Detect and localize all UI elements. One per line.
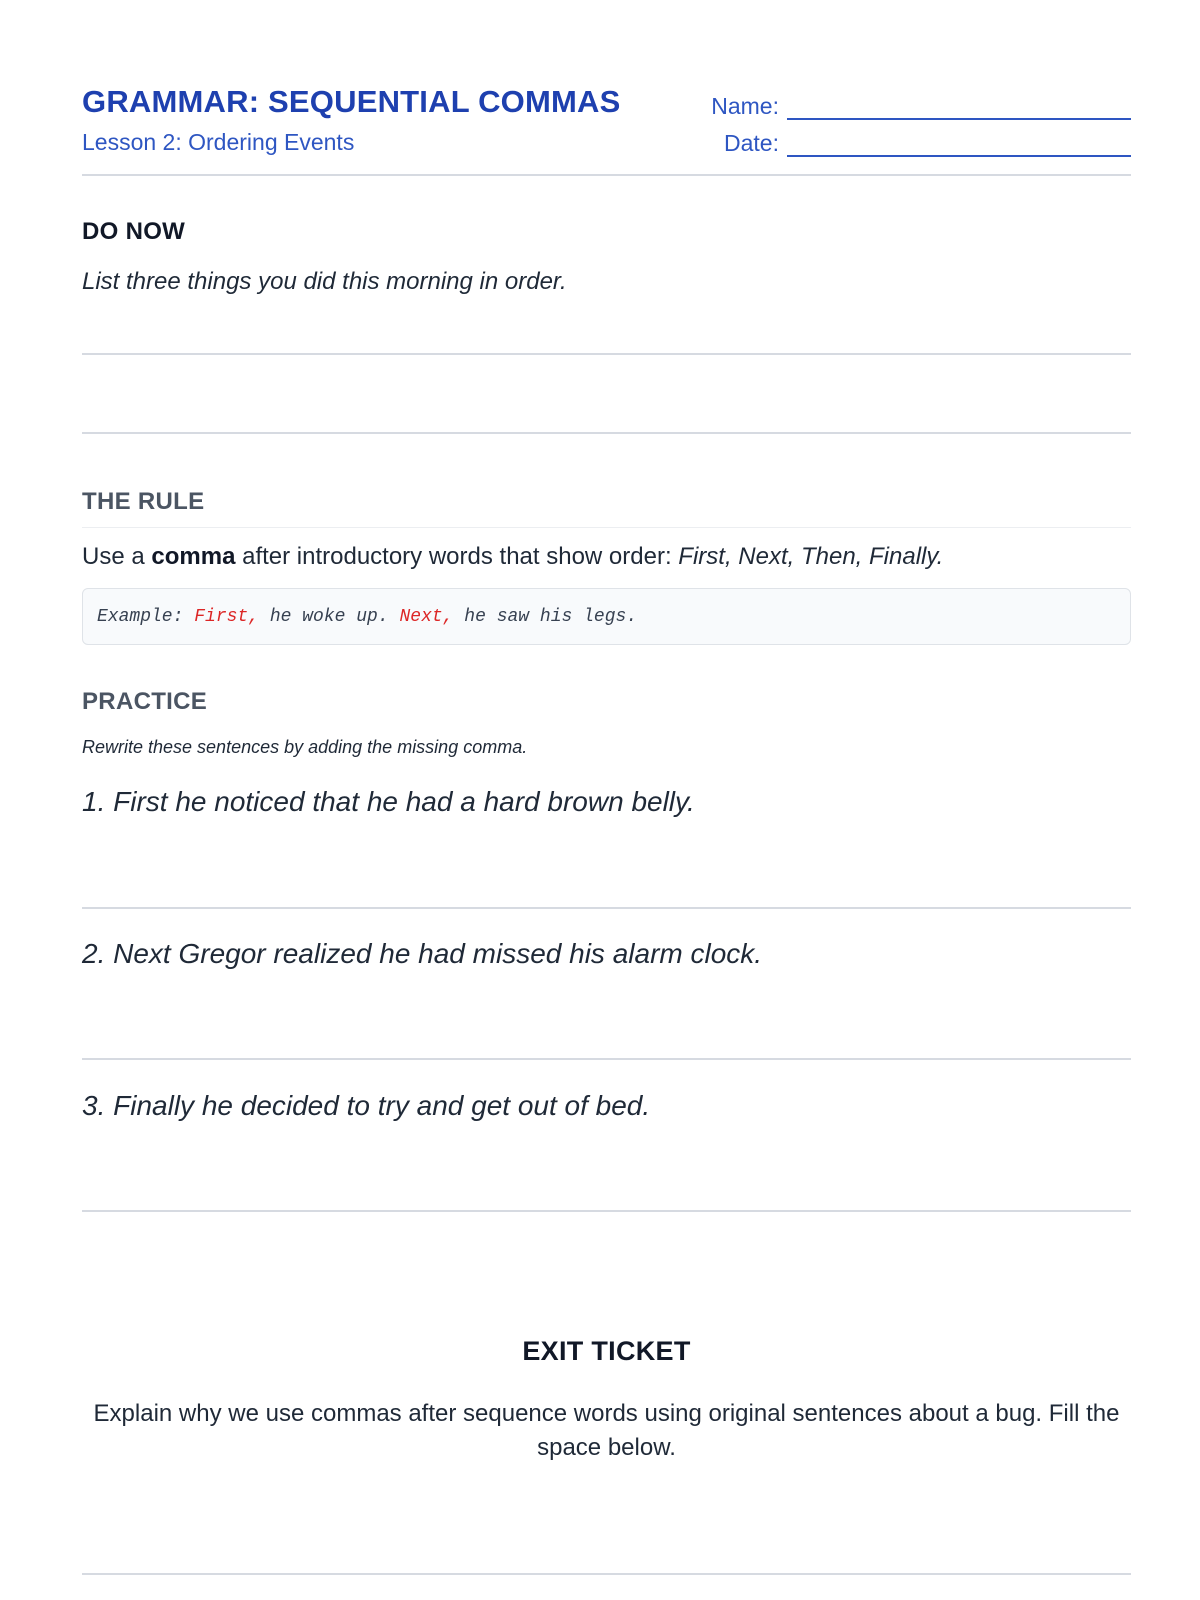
lesson-subtitle: Lesson 2: Ordering Events: [82, 129, 355, 155]
rule-heading: THE RULE: [82, 488, 205, 515]
practice-item-3: 3. Finally he decided to try and get out of bed.: [82, 1090, 651, 1121]
date-blank[interactable]: [787, 137, 1131, 157]
practice-heading: PRACTICE: [82, 688, 208, 715]
rule-text-italic: First, Next, Then, Finally.: [678, 543, 944, 570]
do-now-answer-line-1[interactable]: [82, 353, 1131, 355]
example-box: [82, 588, 1131, 645]
example-part-2: he saw his legs.: [453, 606, 638, 627]
practice-answer-line-1[interactable]: [82, 907, 1131, 909]
do-now-prompt: List three things you did this morning in order.: [82, 268, 567, 295]
rule-text: [82, 543, 943, 571]
name-field[interactable]: [711, 93, 1131, 120]
example-label: Example:: [97, 606, 195, 627]
do-now-heading: DO NOW: [82, 218, 186, 245]
exit-ticket-answer-line[interactable]: [82, 1573, 1131, 1575]
practice-instruction: Rewrite these sentences by adding the missing comma.: [82, 737, 528, 757]
practice-answer-line-2[interactable]: [82, 1058, 1131, 1060]
date-field[interactable]: [724, 130, 1131, 157]
example-word-first: First,: [194, 606, 260, 627]
practice-item-2: 2. Next Gregor realized he had missed his alarm clock.: [82, 938, 763, 969]
worksheet-title: GRAMMAR: SEQUENTIAL COMMAS: [82, 84, 621, 119]
practice-answer-line-3[interactable]: [82, 1210, 1131, 1212]
example-part-1: he woke up.: [259, 606, 400, 627]
example-word-next: Next,: [399, 606, 454, 627]
do-now-answer-line-2[interactable]: [82, 432, 1131, 434]
exit-ticket-text: Explain why we use commas after sequence words using original sentences about a bug. Fill the space below.: [93, 1400, 1120, 1461]
practice-item-1: 1. First he noticed that he had a hard brown belly.: [82, 786, 695, 817]
rule-text-bold: comma: [151, 543, 236, 570]
exit-ticket-heading: EXIT TICKET: [522, 1336, 691, 1366]
rule-text-before: Use a: [82, 543, 152, 570]
rule-divider: [82, 527, 1131, 528]
name-blank[interactable]: [787, 100, 1131, 120]
rule-text-middle: after introductory words that show order:: [235, 543, 679, 570]
worksheet-header: [82, 84, 1131, 176]
name-label: Name:: [711, 93, 779, 119]
date-label: Date:: [724, 130, 779, 156]
